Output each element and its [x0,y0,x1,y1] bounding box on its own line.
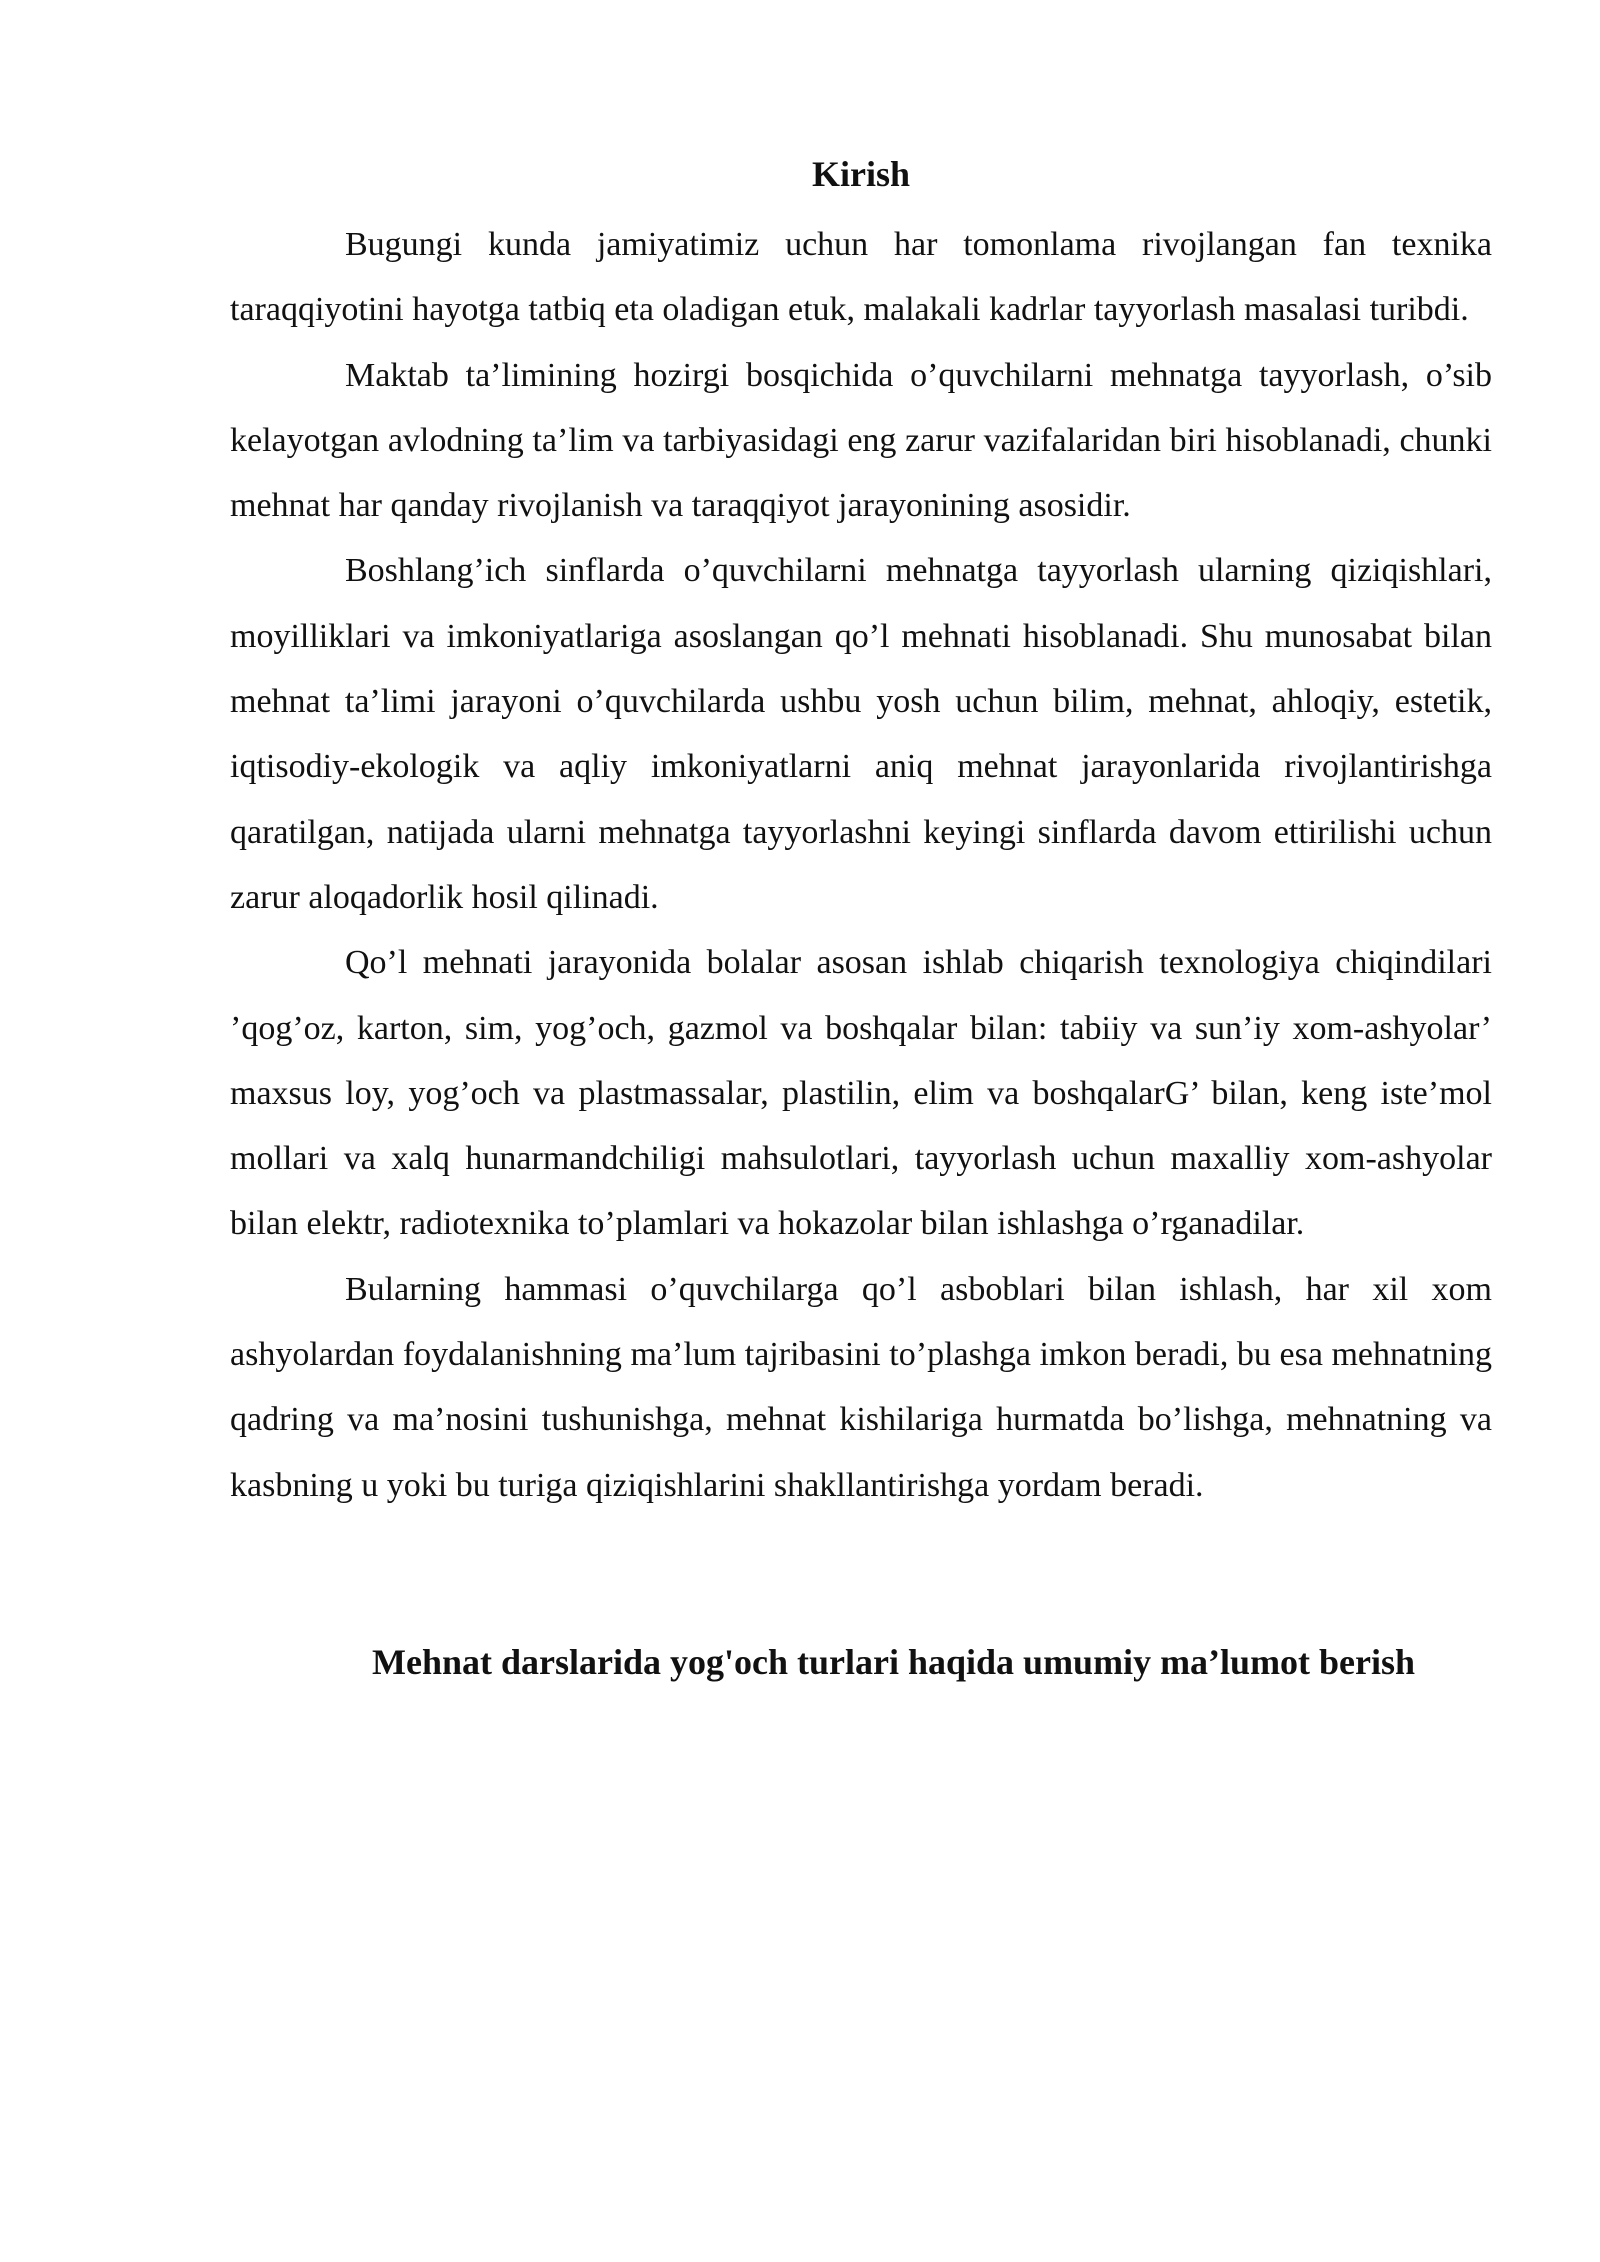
paragraph-4: Qo’l mehnati jarayonida bolalar asosan ishlab chiqarish texnologiya chiqindilari ’qog’oz, karton, sim, yog’och, gazmol va boshqalar bilan: tabiiy va sun’iy xom-ashyolar’ maxsus loy, yog’och va plastmassalar, plastilin, elim va boshqalarG’ bilan, keng iste’mol mollari va xalq hunarmandchiligi mahsulotlari, tayyorlash uchun maxalliy xom-ashyolar bilan elektr, radiotexnika to’plamlari va hokazolar bilan ishlashga o’rganadilar. [230,944,1492,1243]
paragraph-1: Bugungi kunda jamiyatimiz uchun har tomonlama rivojlangan fan texnika taraqqiyotini hayotga tatbiq eta oladigan etuk, malakali kadrlar tayyorlash masalasi turibdi. [230,226,1492,329]
page-title: Kirish [811,154,910,194]
paragraph-2: Maktab ta’limining hozirgi bosqichida o’quvchilarni mehnatga tayyorlash, o’sib kelayotgan avlodning ta’lim va tarbiyasidagi eng zarur vazifalaridan biri hisoblanadi, chunki mehnat har qanday rivojlanish va taraqqiyot jarayonining asosidir. [230,356,1492,525]
paragraph-5: Bularning hammasi o’quvchilarga qo’l asboblari bilan ishlash, har xil xom ashyolardan foydalanishning ma’lum tajribasini to’plashga imkon beradi, bu esa mehnatning qadring va ma’nosini tushunishga, mehnat kishilariga hurmatda bo’lishga, mehnatning va kasbning u yoki bu turiga qiziqishlarini shakllantirishga yordam beradi. [230,1270,1492,1504]
section-title: Mehnat darslarida yog'och turlari haqida umumiy ma’lumot berish [372,1641,1416,1682]
paragraph-3: Boshlang’ich sinflarda o’quvchilarni mehnatga tayyorlash ularning qiziqishlari, moyilliklari va imkoniyatlariga asoslangan qo’l mehnati hisoblanadi. Shu munosabat bilan mehnat ta’limi jarayoni o’quvchilarda ushbu yosh uchun bilim, mehnat, ahloqiy, estetik, iqtisodiy-ekologik va aqliy imkoniyatlarni aniq mehnat jarayonlarida rivojlantirishga qaratilgan, natijada ularni mehnatga tayyorlashni keyingi sinflarda davom ettirilishi uchun zarur aloqadorlik hosil qilinadi. [230,552,1492,916]
document-body [230,148,1492,1688]
